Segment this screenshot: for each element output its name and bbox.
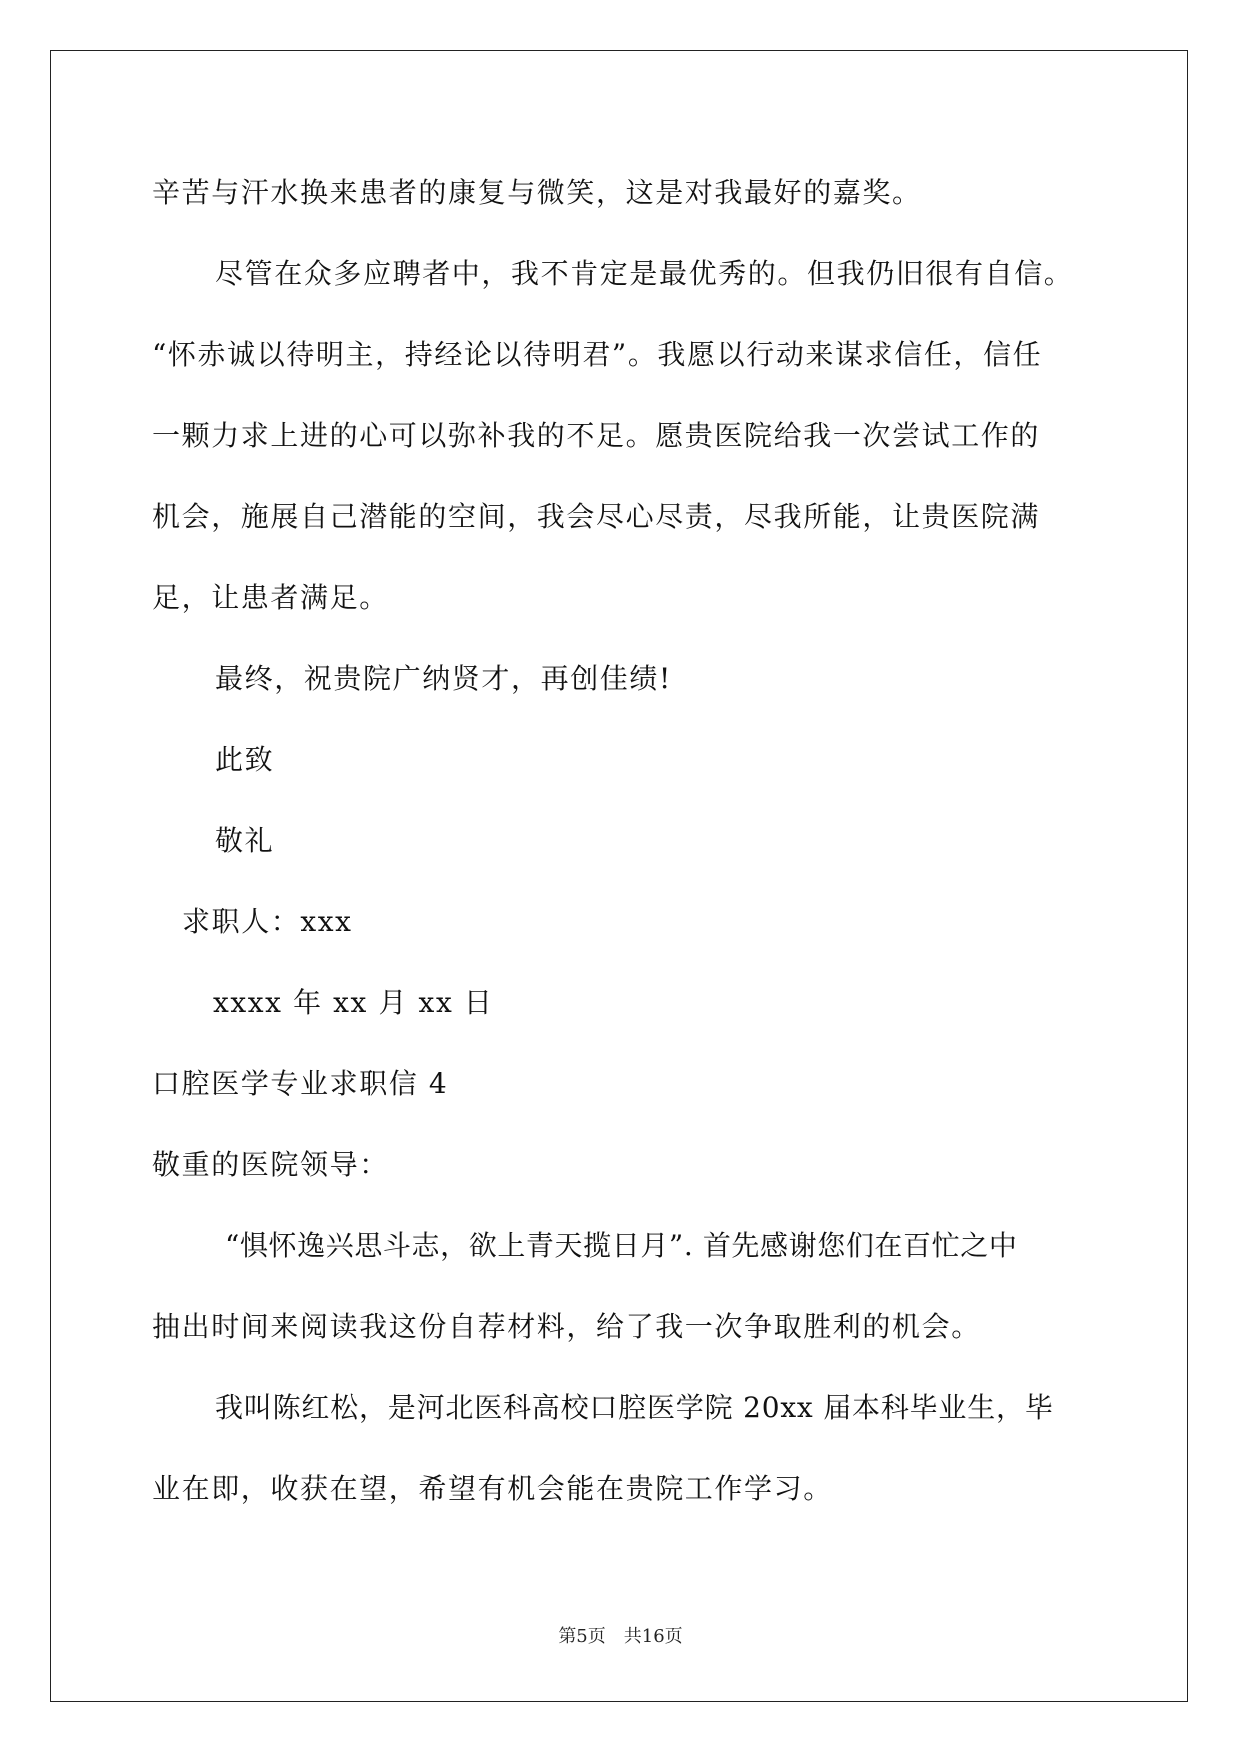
body-text-line: 辛苦与汗水换来患者的康复与微笑，这是对我最好的嘉奖。 (152, 176, 922, 209)
page-footer (0, 1626, 1241, 1648)
body-text-line: “怀赤诚以待明主，持经论以待明君”。我愿以行动来谋求信任，信任 (152, 338, 1043, 371)
salutation-regards: 敬礼 (215, 824, 275, 857)
body-text-line: 机会，施展自己潜能的空间，我会尽心尽责，尽我所能，让贵医院满 (152, 500, 1041, 533)
body-text-line: 尽管在众多应聘者中，我不肯定是最优秀的。但我仍旧很有自信。 (215, 257, 1074, 290)
salutation-close: 此致 (215, 743, 275, 776)
applicant-signature: 求职人：xxx (182, 905, 353, 938)
body-text-line: 我叫陈红松，是河北医科高校口腔医学院 20xx 届本科毕业生，毕 (215, 1391, 1054, 1424)
body-text-line: “惧怀逸兴思斗志，欲上青天揽日月”. 首先感谢您们在百忙之中 (225, 1229, 1018, 1262)
letter-date: xxxx 年 xx 月 xx 日 (213, 986, 494, 1019)
body-text-line: 足，让患者满足。 (152, 581, 389, 614)
page-border (50, 50, 1188, 1702)
body-text-line: 一颗力求上进的心可以弥补我的不足。愿贵医院给我一次尝试工作的 (152, 419, 1041, 452)
section-title: 口腔医学专业求职信 4 (152, 1067, 449, 1100)
letter-greeting: 敬重的医院领导： (152, 1148, 389, 1181)
page-number: 第5页 (558, 1626, 606, 1647)
closing-wish: 最终，祝贵院广纳贤才，再创佳绩! (215, 662, 672, 695)
body-text-line: 业在即，收获在望，希望有机会能在贵院工作学习。 (152, 1472, 833, 1505)
body-text-line: 抽出时间来阅读我这份自荐材料，给了我一次争取胜利的机会。 (152, 1310, 981, 1343)
page-total: 共16页 (623, 1626, 683, 1647)
